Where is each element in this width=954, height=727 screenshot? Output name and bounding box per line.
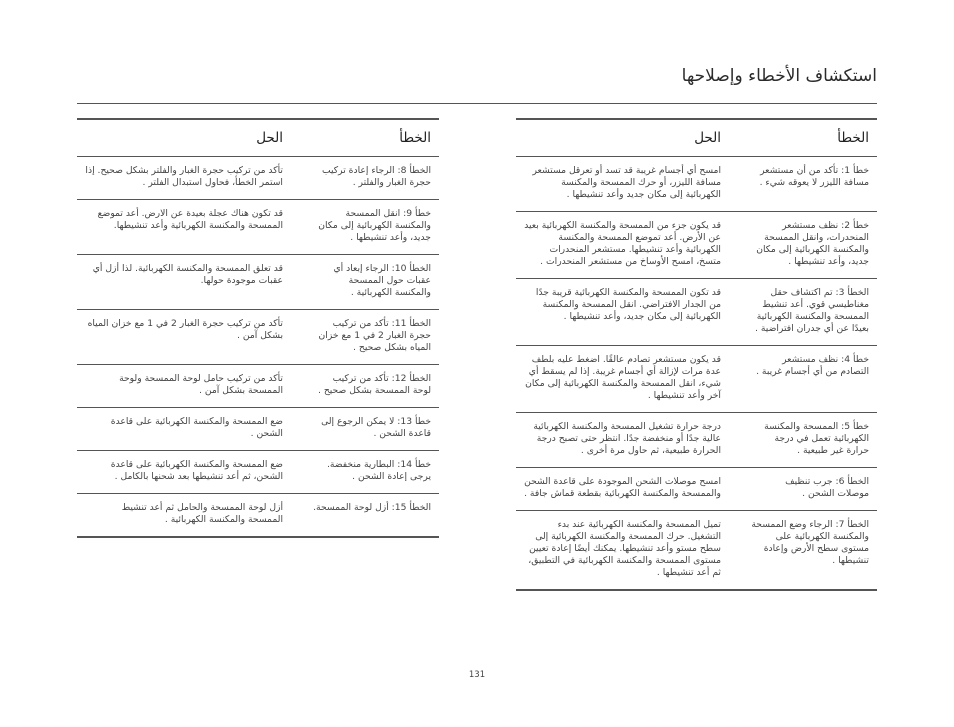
table-row xyxy=(516,511,877,591)
table-row xyxy=(516,212,877,279)
error-cell: خطأ 4: نظف مستشعر التصادم من أي أجسام غريبة . xyxy=(743,346,877,413)
table-row xyxy=(77,310,439,365)
solution-cell: ضع الممسحة والمكنسة الكهربائية على قاعدة الشحن . xyxy=(77,408,305,451)
solution-cell: امسح موصلات الشحن الموجودة على قاعدة الشحن والممسحة والمكنسة الكهربائية بقطعة قماش جافة . xyxy=(516,468,743,511)
solution-cell: قد تكون الممسحة والمكنسة الكهربائية قريبة جدًا من الجدار الافتراضي. انقل الممسحة والمكنسة الكهربائية إلى مكان جديد، وأعد تنشيطها . xyxy=(516,279,743,346)
solution-cell: ضع الممسحة والمكنسة الكهربائية على قاعدة الشحن، ثم أعد تنشيطها بعد شحنها بالكامل . xyxy=(77,451,305,494)
solution-cell: قد تكون هناك عجلة بعيدة عن الارض. أعد تموضع الممسحة والمكنسة الكهربائية وأعد تنشيطها. xyxy=(77,200,305,255)
solution-cell: قد تعلق الممسحة والمكنسة الكهربائية. لذا أزل أي عقبات موجودة حولها. xyxy=(77,255,305,310)
table-row xyxy=(516,468,877,511)
solution-cell: تأكد من تركيب حامل لوحة الممسحة ولوحة الممسحة بشكل آمن . xyxy=(77,365,305,408)
table-row xyxy=(516,413,877,468)
solution-cell: تأكد من تركيب حجرة الغبار 2 في 1 مع خزان المياه بشكل آمن . xyxy=(77,310,305,365)
table-row xyxy=(77,157,439,200)
error-cell: الخطأ 3: تم اكتشاف حقل مغناطيسي قوي. أعد تنشيط الممسحة والمكنسة الكهربائية بعيدًا عن أي جدران افتراضية . xyxy=(743,279,877,346)
solution-cell: قد يكون جزء من الممسحة والمكنسة الكهربائية بعيد عن الأرض. أعد تموضع الممسحة والمكنسة الكهربائية وأعد تنشيطها. مستشعر المنحدرات متسخ، امسح الأوساخ من مستشعر المنحدرات . xyxy=(516,212,743,279)
error-cell: خطأ 9: انقل الممسحة والمكنسة الكهربائية إلى مكان جديد، وأعد تنشيطها . xyxy=(305,200,439,255)
solution-cell: قد يكون مستشعر تصادم عالقًا. اضغط عليه بلطف عدة مرات لإزالة أي أجسام غريبة. إذا لم يسقط أي شيء، انقل الممسحة والمكنسة الكهربائية إلى مكان آخر وأعد تنشيطها . xyxy=(516,346,743,413)
table-row xyxy=(516,346,877,413)
solution-cell: تميل الممسحة والمكنسة الكهربائية عند بدء التشغيل. حرك الممسحة والمكنسة الكهربائية إلى سطح مستو وأعد تنشيطها. يمكنك أيضًا إعادة تعيين مستوى الممسحة والمكنسة الكهربائية في التطبيق، ثم أعد تنشيطها . xyxy=(516,511,743,591)
page-title: استكشاف الأخطاء وإصلاحها xyxy=(681,66,877,86)
error-column-header: الخطأ xyxy=(305,119,439,157)
table-header-row xyxy=(516,119,877,157)
error-cell: خطأ 14: البطارية منخفضة. يرجى إعادة الشحن . xyxy=(305,451,439,494)
error-cell: الخطأ 12: تأكد من تركيب لوحة الممسحة بشكل صحيح . xyxy=(305,365,439,408)
table-row xyxy=(516,279,877,346)
table-row xyxy=(77,255,439,310)
solution-cell: امسح أي أجسام غريبة قد تسد أو تعرقل مستشعر مسافة الليزر، أو حرك الممسحة والمكنسة الكهربائية إلى مكان جديد وأعد تنشيطها . xyxy=(516,157,743,212)
table-header-row xyxy=(77,119,439,157)
table-row xyxy=(77,451,439,494)
error-cell: الخطأ 8: الرجاء إعادة تركيب حجرة الغبار والفلتر . xyxy=(305,157,439,200)
table-row xyxy=(77,365,439,408)
table-row xyxy=(77,494,439,538)
solution-cell: درجة حرارة تشغيل الممسحة والمكنسة الكهربائية عالية جدًا أو منخفضة جدًا. انتظر حتى تصبح درجة الحرارة طبيعية، ثم حاول مرة أخرى . xyxy=(516,413,743,468)
table-row xyxy=(77,408,439,451)
error-cell: الخطأ 10: الرجاء إبعاد أي عقبات حول الممسحة والمكنسة الكهربائية . xyxy=(305,255,439,310)
table-row xyxy=(516,157,877,212)
table-row xyxy=(77,200,439,255)
error-column-header: الخطأ xyxy=(743,119,877,157)
error-cell: خطأ 5: الممسحة والمكنسة الكهربائية تعمل في درجة حرارة غير طبيعية . xyxy=(743,413,877,468)
page-number: 131 xyxy=(468,670,486,680)
error-cell: الخطأ 15: أزل لوحة الممسحة. xyxy=(305,494,439,538)
error-cell: الخطأ 7: الرجاء وضع الممسحة والمكنسة الكهربائية على مستوى سطح الأرض وإعادة تنشيطها . xyxy=(743,511,877,591)
error-cell: الخطأ 6: جرب تنظيف موصلات الشحن . xyxy=(743,468,877,511)
error-cell: الخطأ 11: تأكد من تركيب حجرة الغبار 2 في 1 مع خزان المياه بشكل صحيح . xyxy=(305,310,439,365)
error-cell: خطأ 13: لا يمكن الرجوع إلى قاعدة الشحن . xyxy=(305,408,439,451)
error-cell: خطأ 1: تأكد من أن مستشعر مسافة الليزر لا يعوقه شيء . xyxy=(743,157,877,212)
title-divider xyxy=(77,103,877,104)
solution-column-header: الحل xyxy=(77,119,305,157)
error-cell: خطأ 2: نظف مستشعر المنحدرات، وانقل الممسحة والمكنسة الكهربائية إلى مكان جديد، وأعد تنشيطها . xyxy=(743,212,877,279)
solution-cell: تأكد من تركيب حجرة الغبار والفلتر بشكل صحيح. إذا استمر الخطأ، فحاول استبدال الفلتر . xyxy=(77,157,305,200)
solution-column-header: الحل xyxy=(516,119,743,157)
solution-cell: أزل لوحة الممسحة والحامل ثم أعد تنشيط الممسحة والمكنسة الكهربائية . xyxy=(77,494,305,538)
troubleshooting-table-right xyxy=(516,118,877,591)
troubleshooting-table-left xyxy=(77,118,439,538)
